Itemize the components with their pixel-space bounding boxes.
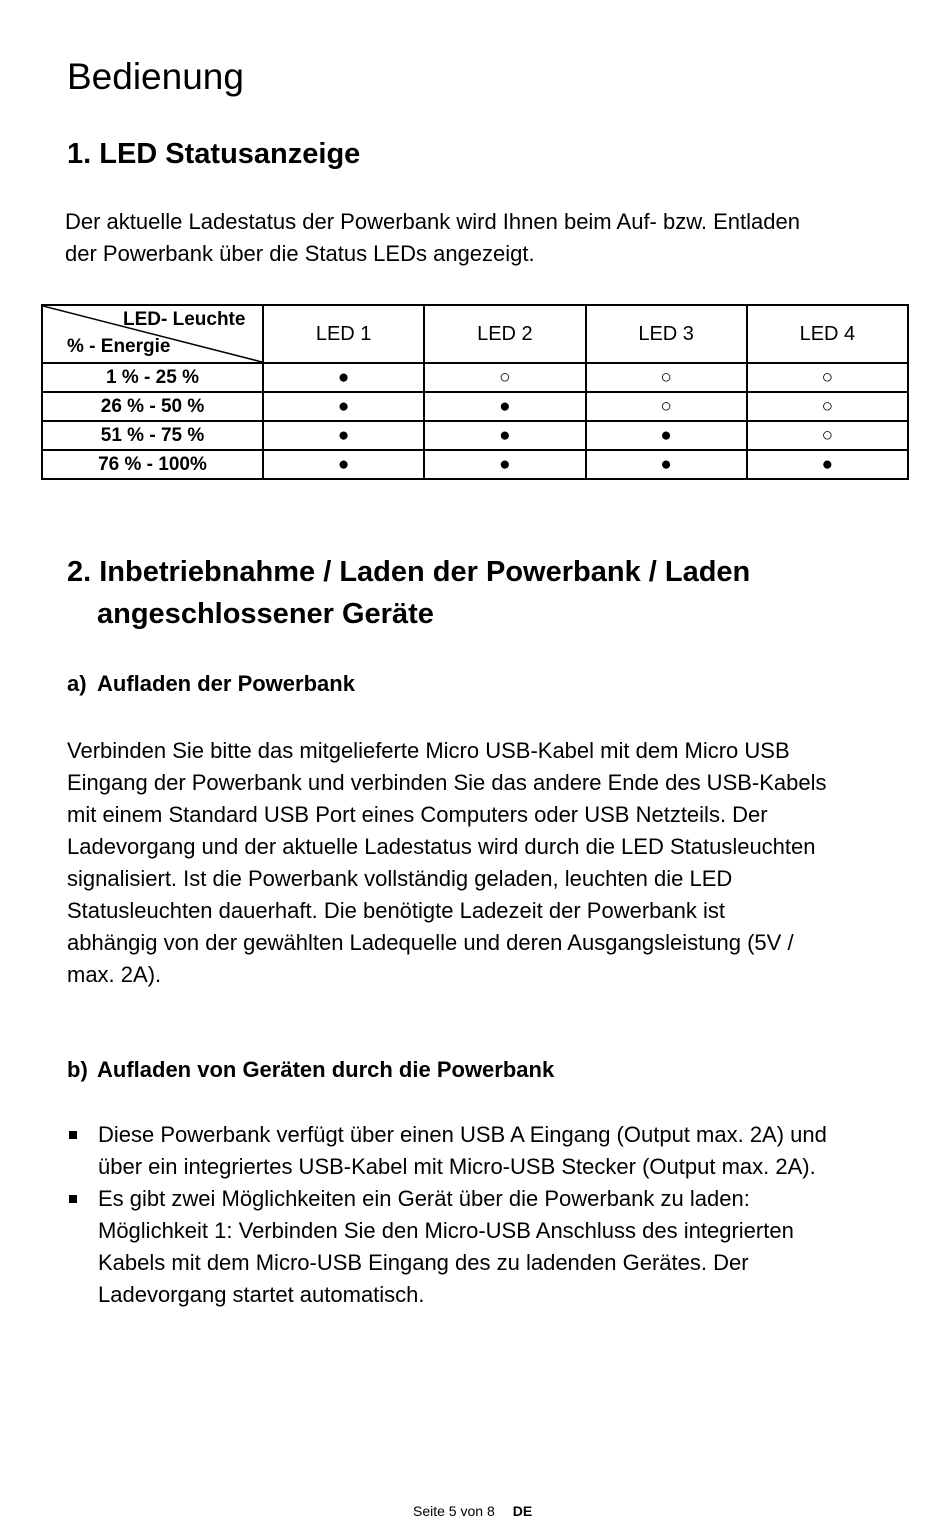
table-row — [42, 392, 908, 421]
page-title: Bedienung — [67, 56, 244, 97]
paragraph-line: signalisiert. Ist die Powerbank vollständig geladen, leuchten die LED — [67, 866, 733, 891]
table-row — [42, 450, 908, 479]
paragraph-line: max. 2A). — [67, 962, 162, 987]
subsection-a-title: Aufladen der Powerbank — [97, 671, 355, 696]
led-indicator: ● — [424, 421, 585, 450]
subsection-b-label: b) — [67, 1057, 88, 1082]
led-indicator: ● — [263, 392, 424, 421]
led-indicator: ○ — [747, 392, 908, 421]
table-corner-cell — [42, 305, 263, 363]
led-indicator: ○ — [747, 363, 908, 392]
paragraph-line: Statusleuchten dauerhaft. Die benötigte Ladezeit der Powerbank ist — [67, 898, 725, 923]
section1-heading: 1. LED Statusanzeige — [67, 138, 361, 170]
led-indicator: ● — [263, 450, 424, 479]
intro-line: der Powerbank über die Status LEDs angezeigt. — [65, 241, 535, 266]
column-header: LED 4 — [747, 305, 908, 363]
led-status-table — [41, 304, 909, 480]
bullet-line: Es gibt zwei Möglichkeiten ein Gerät über die Powerbank zu laden: — [98, 1186, 750, 1211]
energy-range-cell: 1 % - 25 % — [42, 363, 263, 392]
table-header-row — [42, 305, 908, 363]
subsection-b-title: Aufladen von Geräten durch die Powerbank — [97, 1057, 555, 1082]
bullet-line: über ein integriertes USB-Kabel mit Micro-USB Stecker (Output max. 2A). — [98, 1154, 816, 1179]
bullet-line: Kabels mit dem Micro-USB Eingang des zu ladenden Gerätes. Der — [98, 1250, 749, 1275]
paragraph-line: mit einem Standard USB Port eines Computers oder USB Netzteils. Der — [67, 802, 768, 827]
led-indicator: ● — [586, 450, 747, 479]
section1-intro — [65, 206, 895, 270]
paragraph-line: Verbinden Sie bitte das mitgelieferte Micro USB-Kabel mit dem Micro USB — [67, 738, 790, 763]
led-indicator: ● — [424, 392, 585, 421]
subsection-a-paragraph — [67, 735, 897, 991]
bullet-line: Diese Powerbank verfügt über einen USB A Eingang (Output max. 2A) und — [98, 1122, 827, 1147]
led-indicator: ○ — [424, 363, 585, 392]
led-indicator: ● — [747, 450, 908, 479]
led-indicator: ● — [424, 450, 585, 479]
table-row — [42, 363, 908, 392]
corner-label-led: LED- Leuchte — [123, 309, 246, 330]
paragraph-line: abhängig von der gewählten Ladequelle und deren Ausgangsleistung (5V / — [67, 930, 794, 955]
led-indicator: ● — [263, 421, 424, 450]
corner-label-energy: % - Energie — [67, 336, 171, 357]
language-code: DE — [512, 1503, 533, 1519]
led-indicator: ○ — [586, 392, 747, 421]
list-item — [67, 1183, 907, 1311]
column-header: LED 3 — [586, 305, 747, 363]
led-indicator: ○ — [586, 363, 747, 392]
table-row — [42, 421, 908, 450]
led-indicator: ● — [586, 421, 747, 450]
paragraph-line: Eingang der Powerbank und verbinden Sie das andere Ende des USB-Kabels — [67, 770, 827, 795]
square-bullet-icon — [69, 1131, 77, 1139]
energy-range-cell: 26 % - 50 % — [42, 392, 263, 421]
list-item — [67, 1119, 907, 1183]
page-footer — [413, 1503, 532, 1519]
bullet-list — [67, 1119, 907, 1311]
led-indicator: ○ — [747, 421, 908, 450]
bullet-line: Ladevorgang startet automatisch. — [98, 1282, 425, 1307]
column-header: LED 2 — [424, 305, 585, 363]
square-bullet-icon — [69, 1195, 77, 1203]
subsection-a-label: a) — [67, 671, 87, 696]
section2-heading-line1: 2. Inbetriebnahme / Laden der Powerbank / Laden — [67, 556, 751, 588]
paragraph-line: Ladevorgang und der aktuelle Ladestatus wird durch die LED Statusleuchten — [67, 834, 816, 859]
led-indicator: ● — [263, 363, 424, 392]
intro-line: Der aktuelle Ladestatus der Powerbank wird Ihnen beim Auf- bzw. Entladen — [65, 209, 800, 234]
column-header: LED 1 — [263, 305, 424, 363]
page-number: Seite 5 von 8 — [413, 1503, 495, 1519]
energy-range-cell: 51 % - 75 % — [42, 421, 263, 450]
energy-range-cell: 76 % - 100% — [42, 450, 263, 479]
section2-heading-line2: angeschlossener Geräte — [97, 598, 434, 630]
bullet-line: Möglichkeit 1: Verbinden Sie den Micro-USB Anschluss des integrierten — [98, 1218, 794, 1243]
